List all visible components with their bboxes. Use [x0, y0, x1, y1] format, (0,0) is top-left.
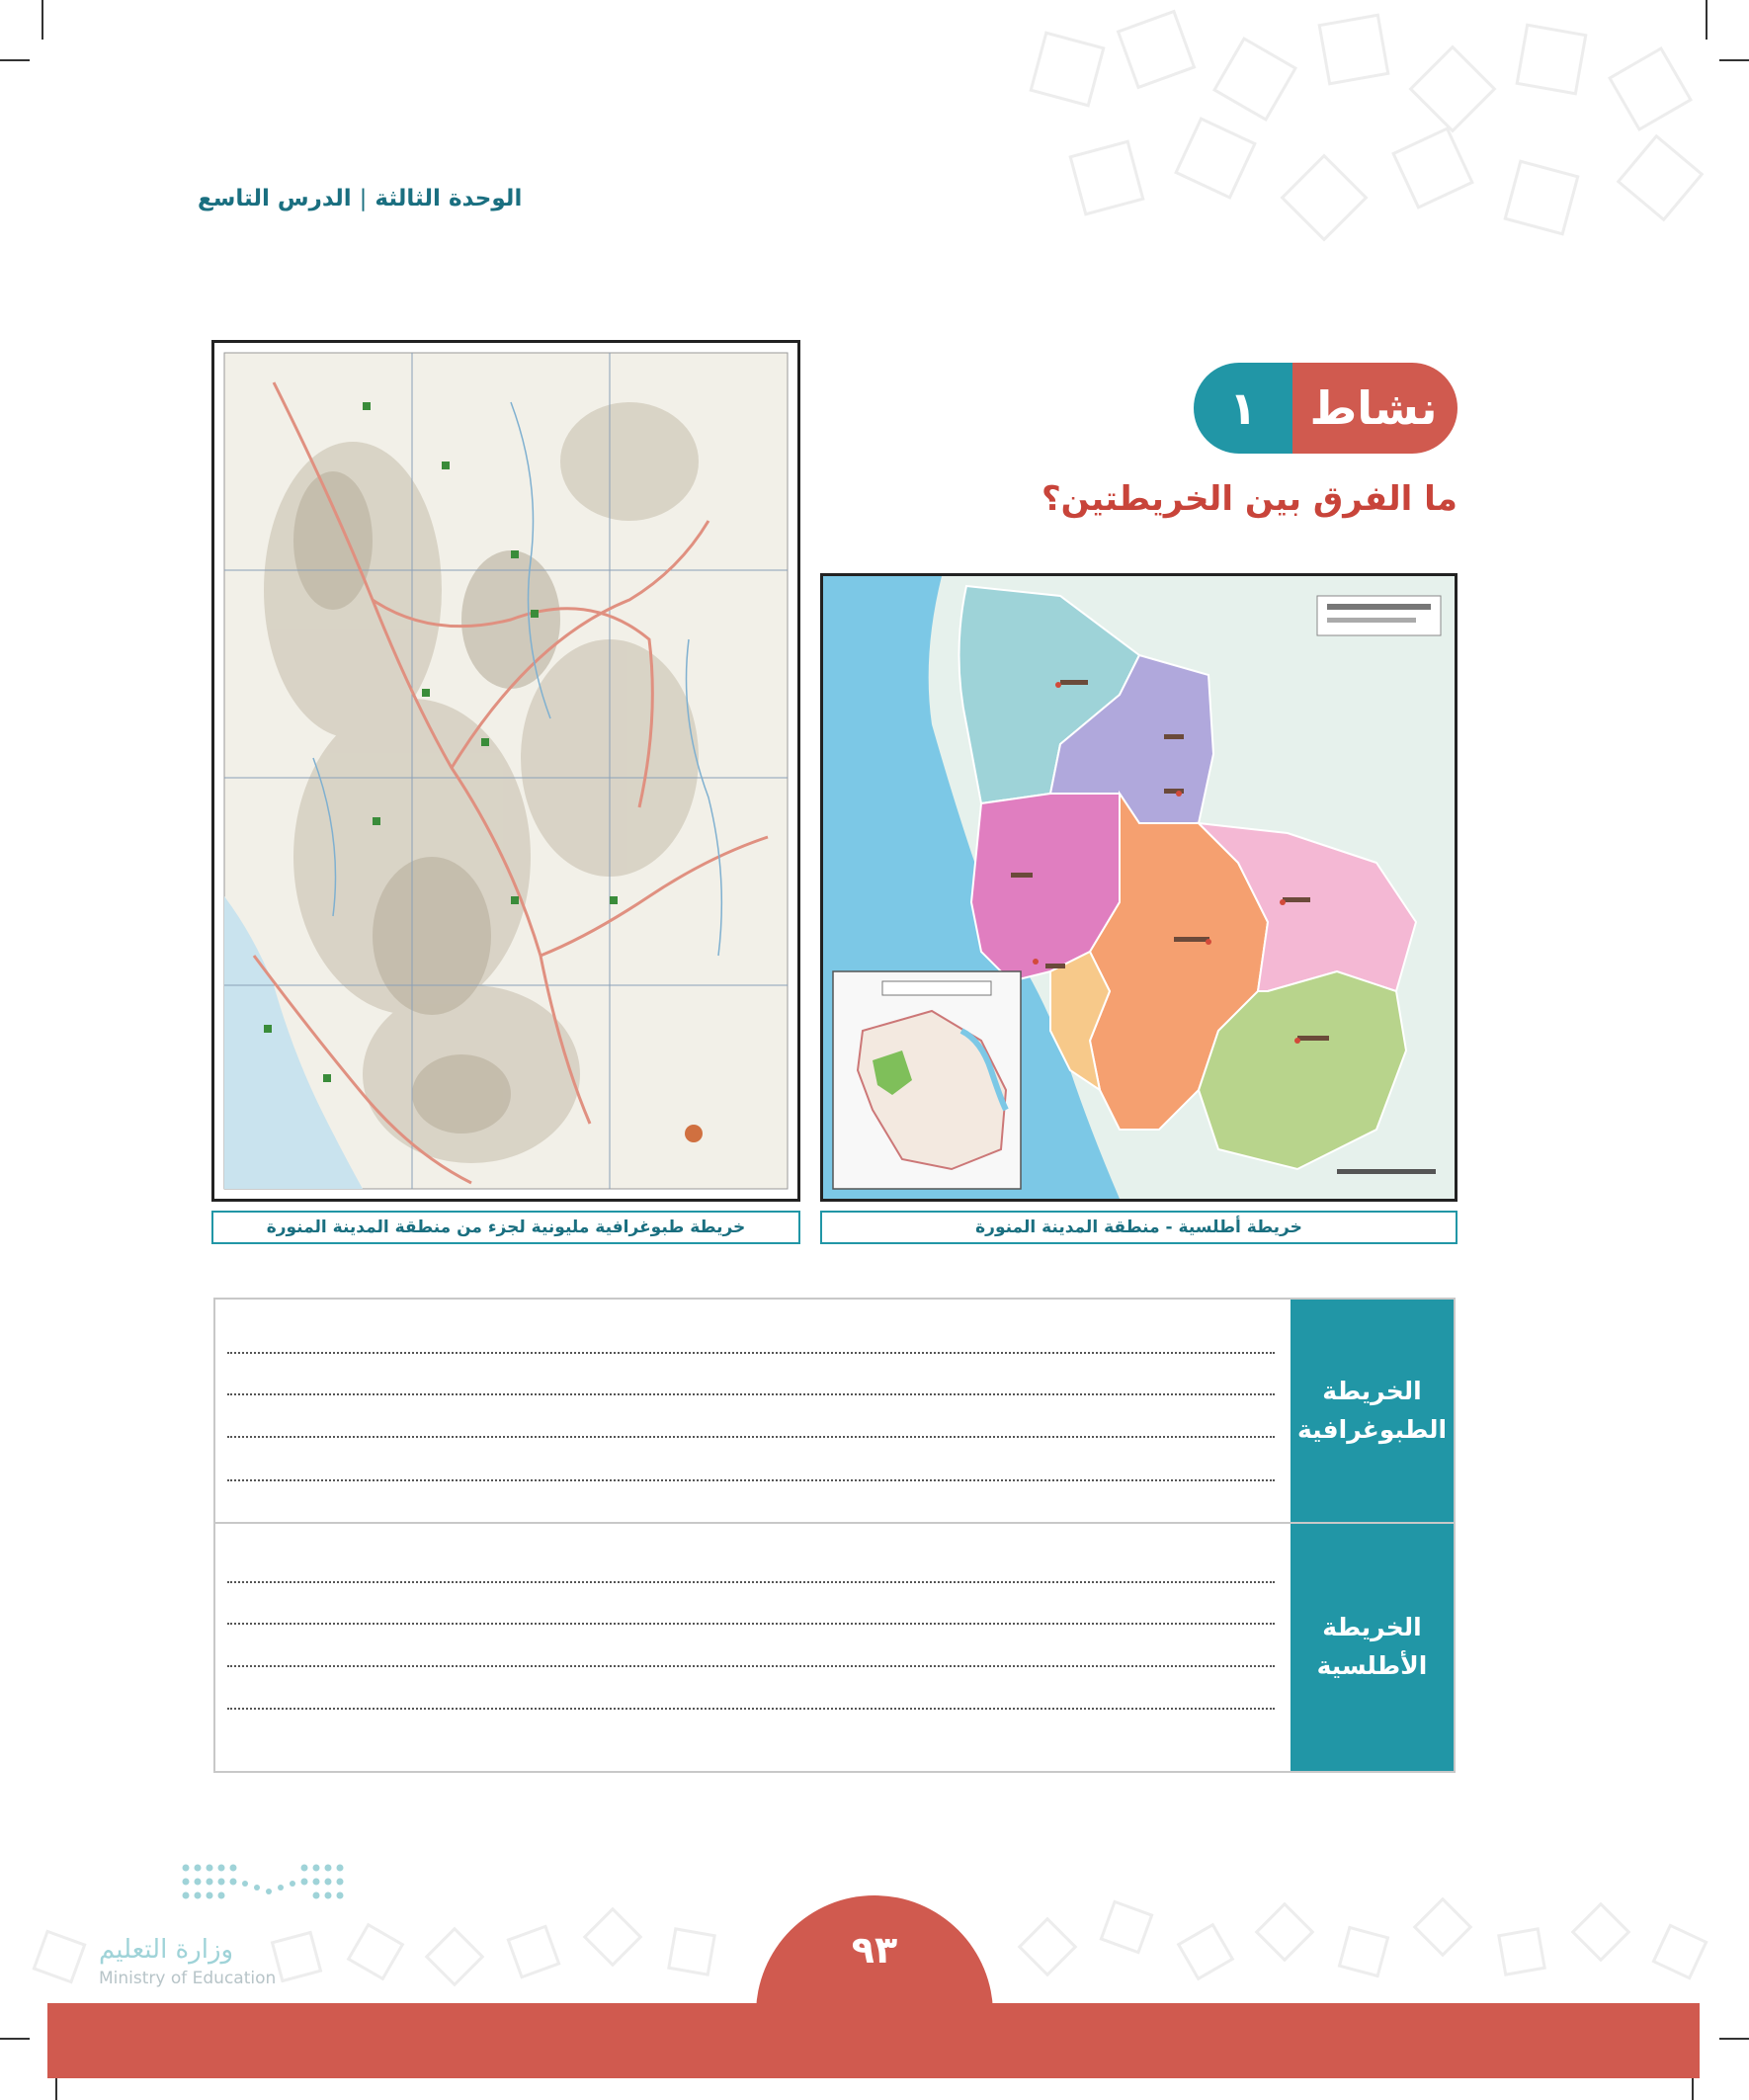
lesson-title: الدرس التاسع	[198, 186, 352, 211]
crop-mark	[0, 2038, 30, 2040]
page-number: ٩٣	[756, 1895, 993, 2034]
row-header-line: الأطلسية	[1316, 1651, 1428, 1680]
row-header-line: الطبوغرافية	[1296, 1414, 1448, 1444]
row-header-topographic	[1291, 1300, 1454, 1522]
header-separator: |	[359, 186, 368, 211]
atlas-map-caption: خريطة أطلسية - منطقة المدينة المنورة	[820, 1211, 1458, 1244]
activity-question: ما الفرق بين الخريطتين؟	[1041, 479, 1458, 519]
ministry-logo-icon	[178, 1858, 356, 1917]
answer-line[interactable]	[227, 1393, 1275, 1395]
answer-line[interactable]	[227, 1665, 1275, 1667]
lesson-header	[198, 186, 563, 211]
atlas-map-image	[823, 576, 1455, 1199]
unit-title: الوحدة الثالثة	[375, 186, 523, 211]
topographic-map	[211, 340, 800, 1202]
row-header-atlas	[1291, 1524, 1454, 1771]
answer-line[interactable]	[227, 1479, 1275, 1481]
row-header-line: الخريطة	[1322, 1376, 1422, 1405]
activity-number: ١	[1194, 363, 1292, 454]
topographic-map-image	[214, 343, 797, 1199]
atlas-map	[820, 573, 1458, 1202]
table-row-atlas	[215, 1524, 1454, 1771]
answer-line[interactable]	[227, 1581, 1275, 1583]
answer-line[interactable]	[227, 1623, 1275, 1625]
ministry-name-arabic: وزارة التعليم	[99, 1935, 234, 1965]
crop-mark	[0, 59, 30, 61]
footer-bar	[47, 2003, 1700, 2078]
answer-line[interactable]	[227, 1708, 1275, 1710]
row-header-line: الخريطة	[1322, 1613, 1422, 1642]
activity-label: نشاط	[1270, 363, 1458, 454]
answer-line[interactable]	[227, 1436, 1275, 1438]
topographic-map-caption: خريطة طبوغرافية مليونية لجزء من منطقة المدينة المنورة	[211, 1211, 800, 1244]
answer-line[interactable]	[227, 1352, 1275, 1354]
crop-mark	[42, 0, 43, 40]
ministry-name-english: Ministry of Education	[99, 1969, 277, 1988]
comparison-table	[213, 1298, 1456, 1773]
table-row-topographic	[215, 1300, 1454, 1524]
crop-mark	[1719, 2038, 1749, 2040]
decorative-pattern	[998, 0, 1749, 296]
